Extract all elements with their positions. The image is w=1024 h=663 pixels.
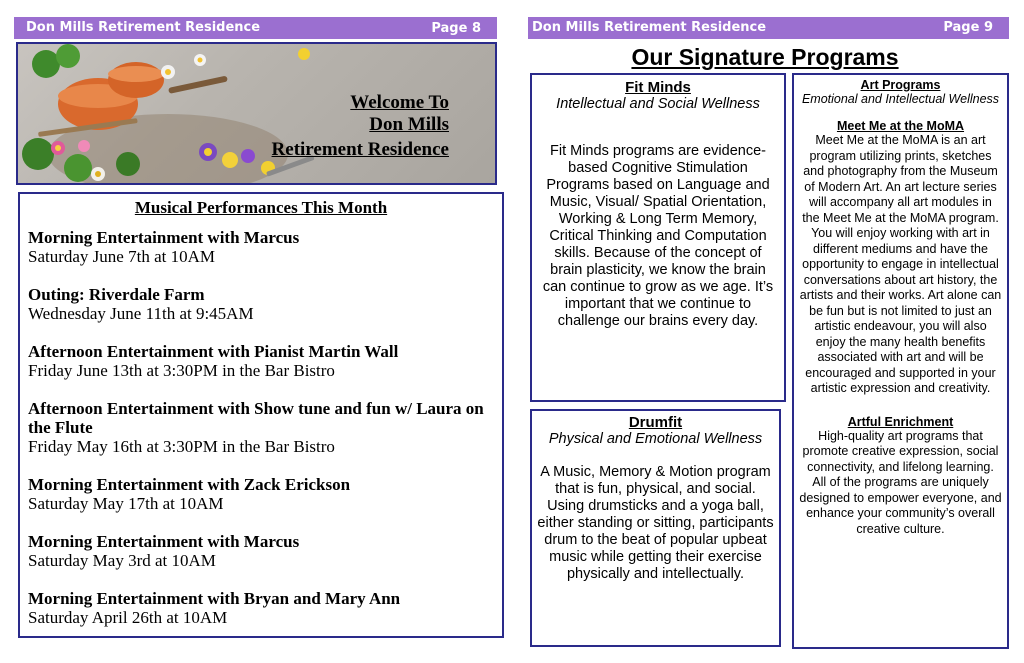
left-page-header (14, 17, 497, 39)
programs-title: Our Signature Programs (631, 44, 899, 70)
drumfit-box (530, 409, 781, 647)
art-programs-heading: Art Programs (860, 78, 941, 92)
left-header-name: Don Mills Retirement Residence (26, 20, 261, 35)
moma-body: Meet Me at the MoMA is an art program utilizing prints, sketches and photography from the Museum of Modern Art. An art lecture series will accompany all art modules in the Meet Me at the MoMA program. You will enjoy working with art in different mediums and have the opportunity to engage in intellectual conversations about art history, the artists and their works. Art alone can be fun but is not limited to just an artistic endeavour, you will also enjoy the many health benefits associated with art and will be encouraged and supported in your artistic expression and creativity. (799, 133, 1002, 395)
moma-heading: Meet Me at the MoMA (836, 119, 965, 133)
event-when: Saturday April 26th at 10AM (28, 608, 228, 627)
event-when: Saturday May 3rd at 10AM (28, 551, 216, 570)
right-page-number: Page 9 (943, 20, 993, 35)
fit-minds-box (530, 73, 786, 402)
event-title: Morning Entertainment with Marcus (28, 228, 300, 247)
artful-enrichment-heading: Artful Enrichment (847, 414, 954, 429)
fit-minds-heading: Fit Minds (625, 79, 691, 96)
event-item (28, 475, 494, 513)
welcome-line-1: Welcome To (350, 92, 449, 113)
fit-minds-subtitle: Intellectual and Social Wellness (556, 96, 760, 112)
welcome-line-3: Retirement Residence (271, 139, 449, 160)
event-when: Wednesday June 11th at 9:45AM (28, 304, 254, 323)
drumfit-subtitle: Physical and Emotional Wellness (548, 431, 763, 447)
event-item (28, 589, 494, 627)
event-item (28, 399, 494, 456)
event-when: Friday May 16th at 3:30PM in the Bar Bistro (28, 437, 335, 456)
event-item (28, 228, 494, 266)
event-title: Morning Entertainment with Marcus (28, 532, 300, 551)
drumfit-body: A Music, Memory & Motion program that is fun, physical, and social. Using drumsticks and a yoga ball, either standing or sitting, participants drum to the beat of popular upbeat music while getting their exercise physically and intellectually. (537, 464, 774, 582)
performances-title: Musical Performances This Month (134, 198, 388, 217)
event-item (28, 532, 494, 570)
art-programs-subtitle: Emotional and Intellectual Wellness (801, 92, 1000, 106)
welcome-banner (16, 42, 497, 185)
right-page-header (528, 17, 1009, 39)
event-when: Saturday June 7th at 10AM (28, 247, 215, 266)
art-programs-box (792, 73, 1009, 649)
event-title: Afternoon Entertainment with Show tune and fun w/ Laura on the Flute (28, 399, 484, 437)
event-when: Friday June 13th at 3:30PM in the Bar Bistro (28, 361, 335, 380)
fit-minds-body: Fit Minds programs are evidence-based Cognitive Stimulation Programs based on Language and Music, Visual/ Spatial Orientation, Working & Long Term Memory, Critical Thinking and Computation skills. Because of the concept of brain plasticity, we know the brain can continue to grow as we age. It’s important that we continue to challenge our brains every day. (542, 143, 774, 329)
event-title: Morning Entertainment with Zack Erickson (28, 475, 351, 494)
welcome-line-2: Don Mills (369, 114, 449, 135)
event-item (28, 285, 494, 323)
event-title: Outing: Riverdale Farm (28, 285, 205, 304)
event-when: Saturday May 17th at 10AM (28, 494, 224, 513)
event-item (28, 342, 494, 380)
artful-enrichment-body: High-quality art programs that promote creative expression, social connectivity, and lifelong learning. All of the programs are uniquely designed to empower everyone, and enhance your community’s overall creative culture. (799, 428, 1002, 536)
right-header-name: Don Mills Retirement Residence (532, 20, 767, 35)
event-title: Morning Entertainment with Bryan and Mary Ann (28, 589, 401, 608)
event-title: Afternoon Entertainment with Pianist Martin Wall (28, 342, 399, 361)
performances-box (18, 192, 504, 638)
left-page-number: Page 8 (431, 21, 481, 36)
drumfit-heading: Drumfit (628, 414, 683, 431)
